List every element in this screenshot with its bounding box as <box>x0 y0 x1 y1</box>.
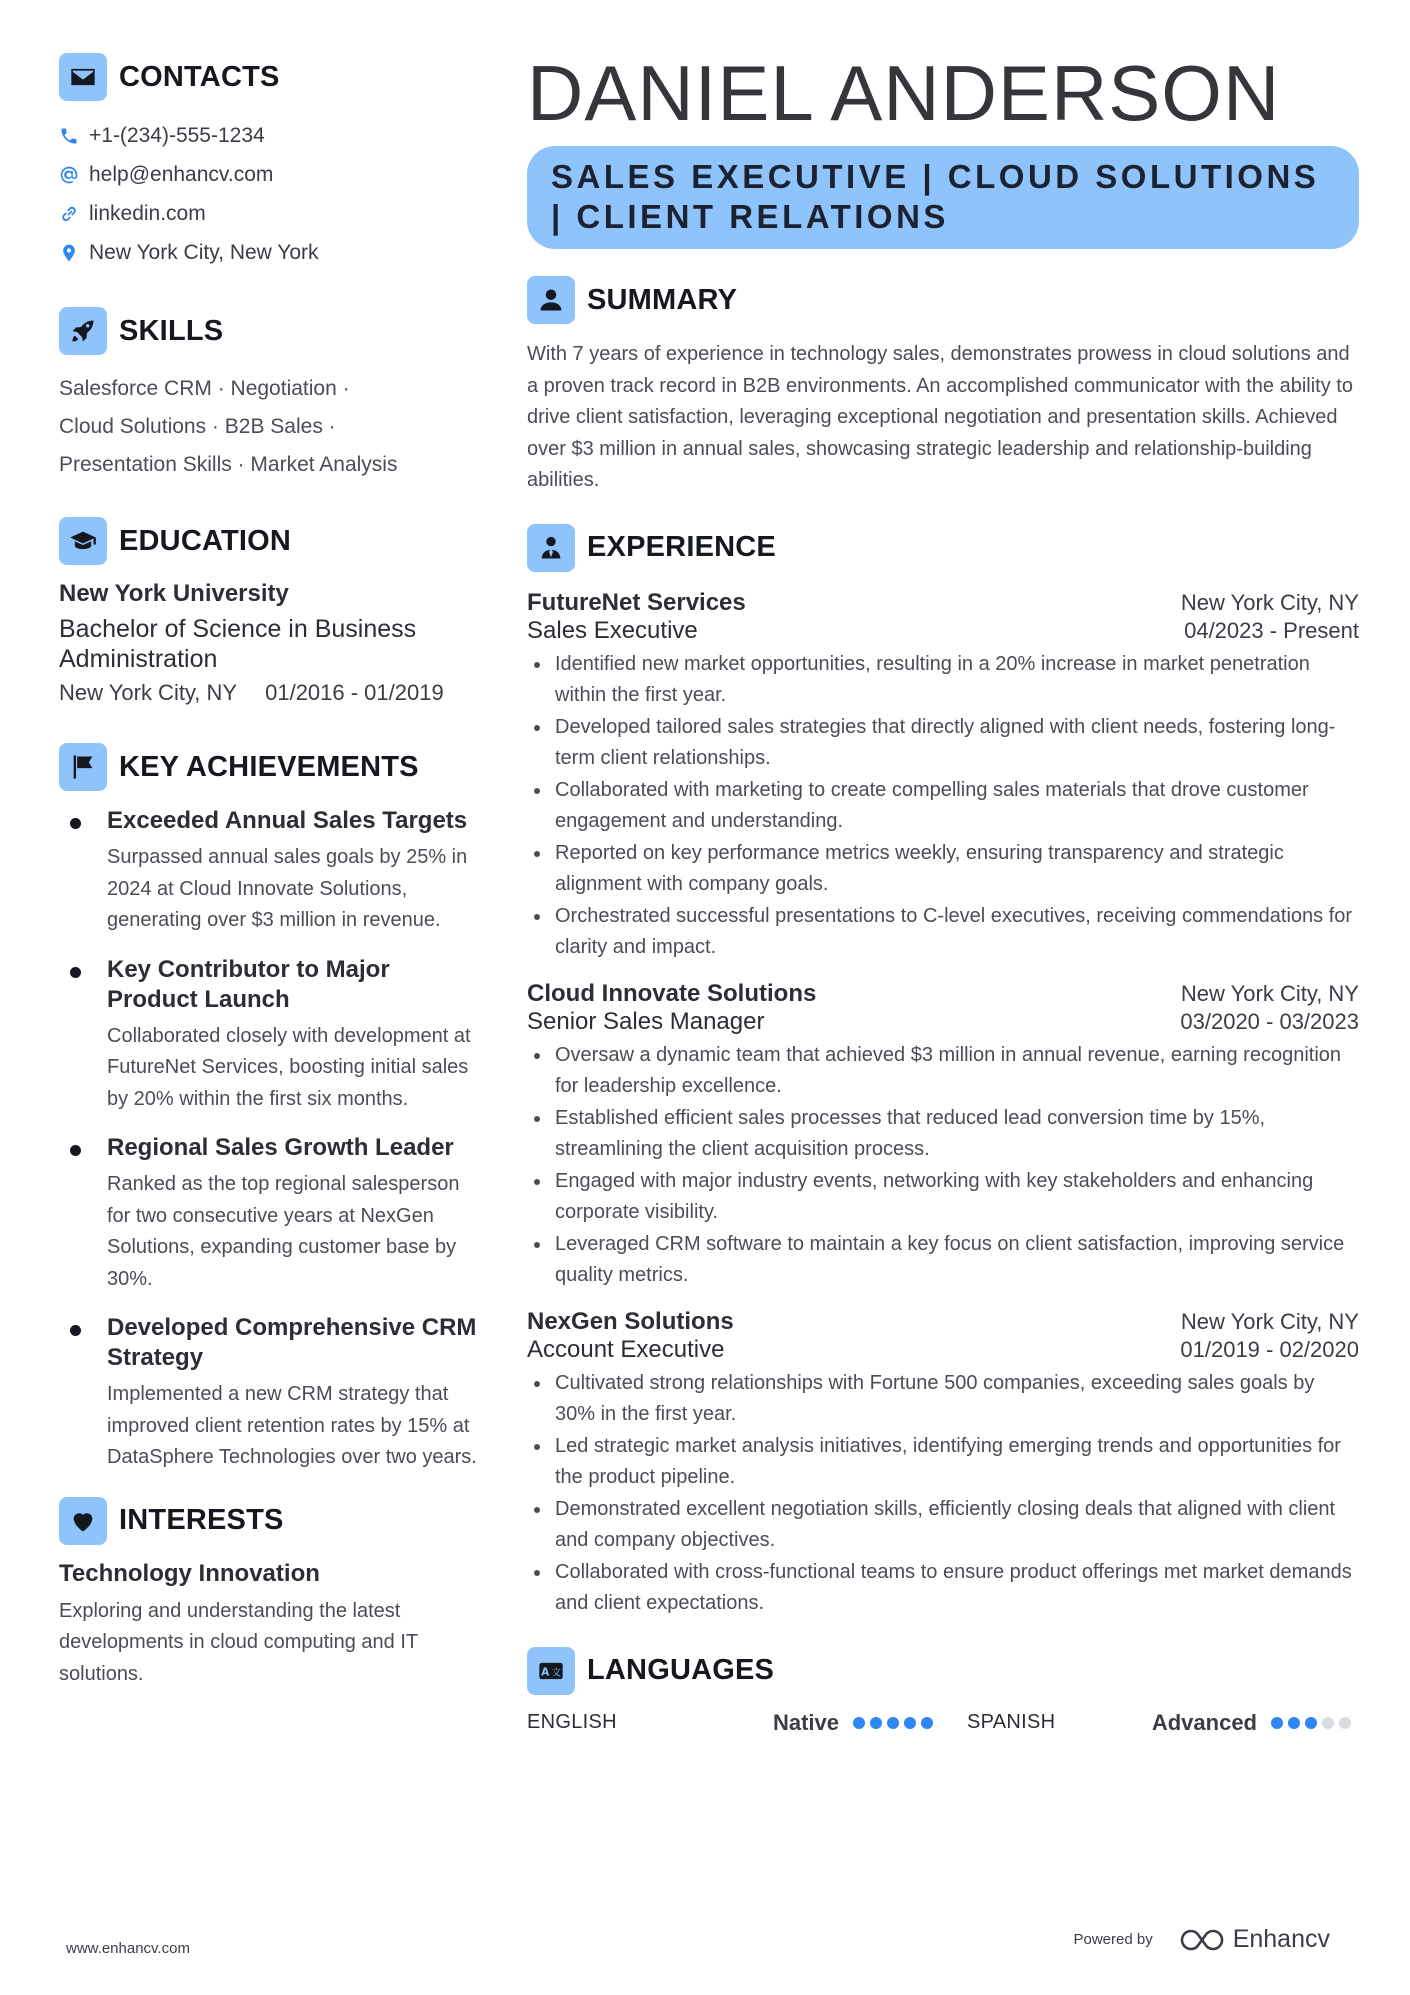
job-bullet: Demonstrated excellent negotiation skills, efficiently closing deals that aligned with client and company objectives. <box>527 1494 1359 1557</box>
enhancv-logo-icon <box>1179 1927 1225 1953</box>
job-company: NexGen Solutions <box>527 1307 734 1335</box>
rating-dot-filled <box>887 1717 899 1729</box>
job-role-row <box>527 617 1359 645</box>
experience-section <box>527 523 1359 1620</box>
job-entry <box>527 980 1359 1292</box>
job-entry <box>527 589 1359 964</box>
rating-dot-empty <box>1322 1717 1334 1729</box>
job-location: New York City, NY <box>1180 980 1359 1006</box>
contact-phone[interactable] <box>59 116 479 155</box>
svg-text:A: A <box>541 1666 550 1679</box>
achievements-list <box>59 806 479 1474</box>
achievement-title: Developed Comprehensive CRM Strategy <box>107 1314 477 1371</box>
phone-icon <box>59 126 79 146</box>
user-icon <box>527 276 575 324</box>
edu-meta <box>59 680 479 706</box>
job-bullet: Collaborated with cross-functional teams to ensure product offerings met market demands and client expectations. <box>527 1557 1359 1620</box>
job-role-row <box>527 1336 1359 1364</box>
job-bullet: Cultivated strong relationships with Fortune 500 companies, exceeding sales goals by 30% in the first year. <box>527 1368 1359 1431</box>
envelope-icon <box>59 53 107 101</box>
experience-header <box>527 523 1359 573</box>
job-location: New York City, NY <box>1180 589 1359 615</box>
link-icon <box>59 204 79 224</box>
job-bullet: Leveraged CRM software to maintain a key focus on client satisfaction, improving service quality metrics. <box>527 1229 1359 1292</box>
rating-dot-filled <box>904 1717 916 1729</box>
languages-title: LANGUAGES <box>587 1654 775 1686</box>
contact-linkedin[interactable] <box>59 194 479 233</box>
job-role-row <box>527 1008 1359 1036</box>
job-dates: 03/2020 - 03/2023 <box>1180 1008 1359 1034</box>
job-bullets <box>527 1040 1359 1292</box>
flag-icon <box>59 743 107 791</box>
contact-list <box>59 116 479 272</box>
rocket-icon <box>59 307 107 355</box>
right-column <box>527 48 1359 1736</box>
interests-header <box>59 1496 479 1546</box>
brand-name: Enhancv <box>1232 1925 1330 1953</box>
skills-list <box>59 370 479 484</box>
skills-line: Presentation Skills · Market Analysis <box>59 453 398 476</box>
footer-website[interactable]: www.enhancv.com <box>66 1940 190 1957</box>
skills-line: Cloud Solutions · B2B Sales · <box>59 415 336 438</box>
contact-email[interactable] <box>59 155 479 194</box>
job-header-row <box>527 589 1359 617</box>
experience-title: EXPERIENCE <box>587 531 776 563</box>
skills-header <box>59 306 479 356</box>
achievement-item <box>59 955 479 1116</box>
achievement-desc: Collaborated closely with development at FutureNet Services, boosting initial sales by 20% within the first six months. <box>107 1024 471 1110</box>
job-header-row <box>527 1308 1359 1336</box>
job-bullet: Collaborated with marketing to create compelling sales materials that drove customer engagement and understanding. <box>527 775 1359 838</box>
summary-title: SUMMARY <box>587 283 738 316</box>
job-bullets <box>527 649 1359 964</box>
job-role: Account Executive <box>527 1335 725 1363</box>
edu-degree: Bachelor of Science in Business Administration <box>59 615 417 673</box>
languages-row <box>527 1710 1359 1736</box>
job-role: Sales Executive <box>527 616 698 644</box>
achievement-item <box>59 1133 479 1295</box>
edu-location: New York City, NY <box>59 680 238 705</box>
skills-line: Salesforce CRM · Negotiation · <box>59 377 350 400</box>
rating-dot-empty <box>1339 1717 1351 1729</box>
translate-icon <box>527 1647 575 1695</box>
achievements-header <box>59 742 479 792</box>
location-pin-icon <box>59 243 79 263</box>
language-level: Advanced <box>1151 1709 1257 1735</box>
brand-logo[interactable] <box>1179 1925 1330 1954</box>
job-entry <box>527 1308 1359 1620</box>
contacts-header <box>59 52 479 102</box>
achievement-item <box>59 806 479 937</box>
contact-location-text: New York City, New York <box>89 240 319 264</box>
education-header <box>59 516 479 566</box>
achievement-title: Key Contributor to Major Product Launch <box>107 955 390 1013</box>
edu-school: New York University <box>59 580 289 607</box>
job-bullet: Oversaw a dynamic team that achieved $3 million in annual revenue, earning recognition for leadership excellence. <box>527 1040 1359 1103</box>
achievement-desc: Implemented a new CRM strategy that improved client retention rates by 15% at DataSphere Technologies over two years. <box>107 1383 477 1468</box>
rating-dot-filled <box>921 1717 933 1729</box>
rating-dot-filled <box>1288 1717 1300 1729</box>
rating-dot-filled <box>853 1717 865 1729</box>
language-name: SPANISH <box>967 1711 1056 1733</box>
language-item <box>527 1710 933 1736</box>
job-bullet: Reported on key performance metrics weekly, ensuring transparency and strategic alignment with company goals. <box>527 838 1359 901</box>
at-icon <box>59 165 79 185</box>
job-bullets <box>527 1368 1359 1620</box>
contact-location <box>59 233 479 272</box>
job-location: New York City, NY <box>1180 1308 1359 1334</box>
job-company: Cloud Innovate Solutions <box>527 979 817 1007</box>
contact-linkedin-text: linkedin.com <box>89 201 206 225</box>
summary-header <box>527 275 1359 325</box>
language-name: ENGLISH <box>527 1711 617 1733</box>
language-item <box>967 1710 1359 1736</box>
language-level: Native <box>772 1709 839 1735</box>
candidate-name: DANIEL ANDERSON <box>527 49 1281 137</box>
education-title: EDUCATION <box>119 524 292 557</box>
language-rating <box>853 1717 933 1729</box>
interest-desc: Exploring and understanding the latest developments in cloud computing and IT solutions. <box>59 1599 418 1685</box>
job-bullet: Orchestrated successful presentations to C-level executives, receiving commendations for clarity and impact. <box>527 901 1359 964</box>
footer-branding <box>1073 1925 1330 1954</box>
job-bullet: Identified new market opportunities, resulting in a 20% increase in market penetration within the first year. <box>527 649 1359 712</box>
achievement-desc: Surpassed annual sales goals by 25% in 2024 at Cloud Innovate Solutions, generating over $3 million in revenue. <box>107 846 468 931</box>
job-company: FutureNet Services <box>527 588 746 616</box>
achievement-title: Regional Sales Growth Leader <box>107 1134 454 1161</box>
contacts-title: CONTACTS <box>119 60 280 93</box>
summary-text: With 7 years of experience in technology sales, demonstrates prowess in cloud solutions and a proven track record in B2B environments. An accomplished communicator with the ability to drive client satisfaction, leveraging exceptional negotiation and presentation skills. Achieved over $3 million in annual sales, showcasing strategic leadership and relationship-building abilities. <box>527 343 1353 491</box>
powered-by-label: Powered by <box>1073 1931 1153 1948</box>
languages-section <box>527 1646 1359 1736</box>
language-rating <box>1271 1717 1351 1729</box>
job-bullet: Established efficient sales processes that reduced lead conversion time by 15%, streamlining the client acquisition process. <box>527 1103 1359 1166</box>
contact-email-text: help@enhancv.com <box>89 162 274 186</box>
achievement-item <box>59 1313 479 1474</box>
skills-title: SKILLS <box>119 314 224 347</box>
edu-dates: 01/2016 - 01/2019 <box>265 680 444 705</box>
job-role: Senior Sales Manager <box>527 1007 765 1035</box>
job-bullet: Led strategic market analysis initiatives, identifying emerging trends and opportunities for the product pipeline. <box>527 1431 1359 1494</box>
interest-title: Technology Innovation <box>59 1559 320 1587</box>
job-header-row <box>527 980 1359 1008</box>
job-bullet: Developed tailored sales strategies that directly aligned with client needs, fostering long-term client relationships. <box>527 712 1359 775</box>
summary-section <box>527 275 1359 497</box>
interests-title: INTERESTS <box>119 1504 284 1536</box>
business-person-icon <box>527 524 575 572</box>
job-dates: 04/2023 - Present <box>1184 617 1359 643</box>
rating-dot-filled <box>870 1717 882 1729</box>
graduation-cap-icon <box>59 517 107 565</box>
achievement-title: Exceeded Annual Sales Targets <box>107 807 468 834</box>
heart-icon <box>59 1497 107 1545</box>
contact-phone-text: +1-(234)-555-1234 <box>89 123 265 147</box>
achievement-desc: Ranked as the top regional salesperson for two consecutive years at NexGen Solutions, expanding customer base by 30%. <box>107 1173 460 1290</box>
job-bullet: Engaged with major industry events, networking with key stakeholders and enhancing corporate visibility. <box>527 1166 1359 1229</box>
svg-text:文: 文 <box>551 1667 561 1679</box>
headline-banner: SALES EXECUTIVE | CLOUD SOLUTIONS | CLIENT RELATIONS <box>527 146 1359 249</box>
rating-dot-filled <box>1305 1717 1317 1729</box>
left-column <box>59 52 479 1690</box>
languages-header <box>527 1646 1359 1696</box>
achievements-title: KEY ACHIEVEMENTS <box>119 750 419 783</box>
job-dates: 01/2019 - 02/2020 <box>1180 1336 1359 1362</box>
rating-dot-filled <box>1271 1717 1283 1729</box>
